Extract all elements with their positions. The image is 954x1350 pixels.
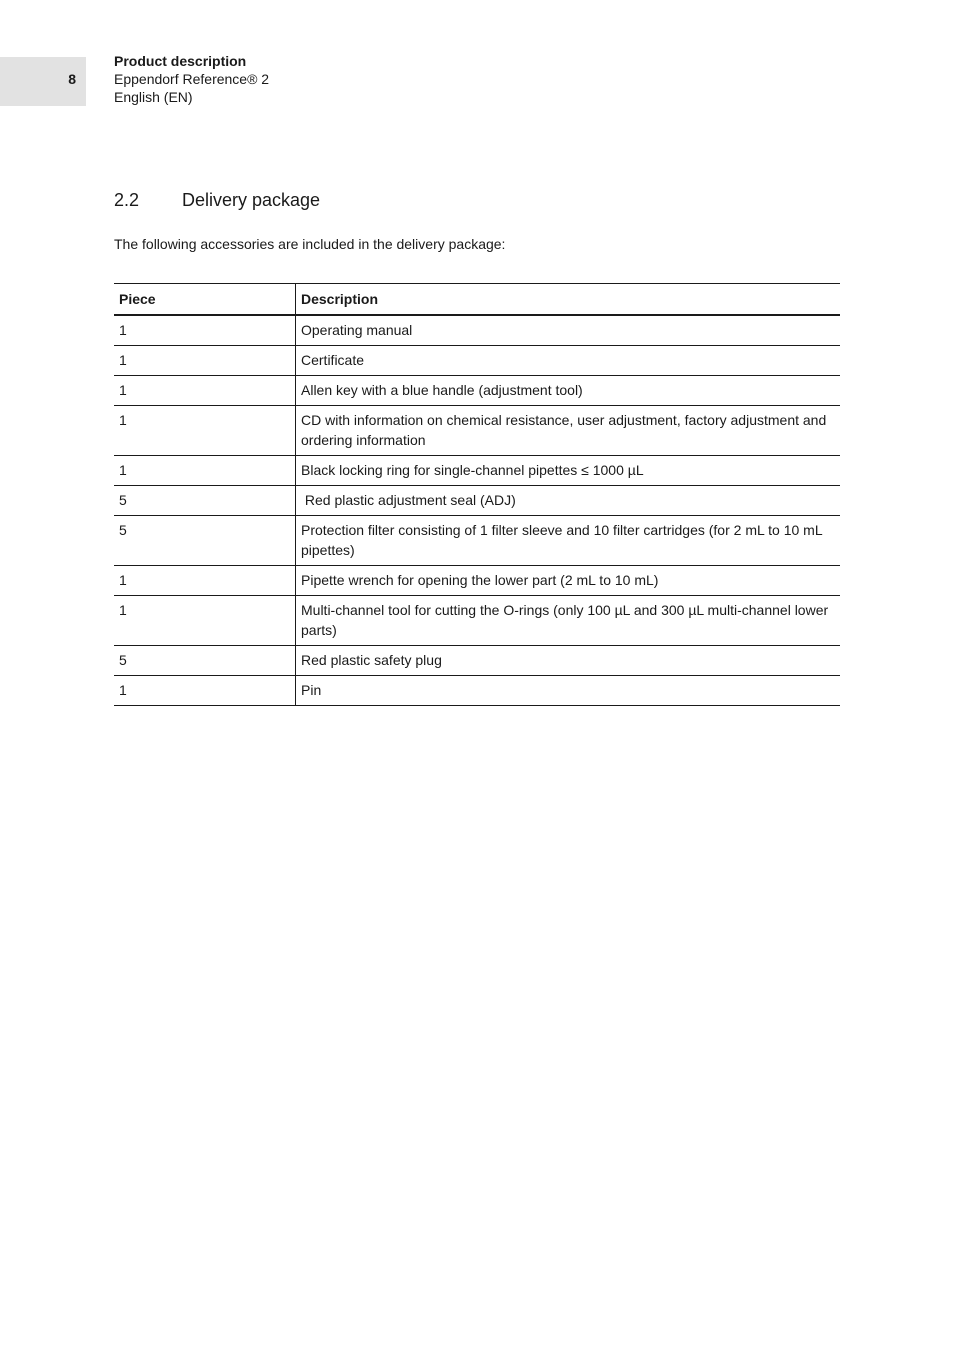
- piece-cell: 1: [114, 315, 296, 346]
- table-row: [114, 406, 840, 456]
- column-header-piece: Piece: [114, 284, 296, 316]
- description-cell: CD with information on chemical resistance, user adjustment, factory adjustment and ordering information: [296, 406, 841, 456]
- piece-cell: 5: [114, 646, 296, 676]
- piece-cell: 1: [114, 566, 296, 596]
- description-cell: Certificate: [296, 346, 841, 376]
- description-cell: Allen key with a blue handle (adjustment tool): [296, 376, 841, 406]
- section-number: 2.2: [114, 190, 140, 210]
- description-cell: Black locking ring for single-channel pipettes ≤ 1000 µL: [296, 456, 841, 486]
- piece-cell: 1: [114, 456, 296, 486]
- piece-cell: 5: [114, 516, 296, 566]
- table-row: [114, 315, 840, 346]
- table-row: [114, 456, 840, 486]
- piece-cell: 1: [114, 406, 296, 456]
- table-header-row: [114, 284, 840, 316]
- chapter-title: Product description: [114, 53, 247, 69]
- intro-paragraph: The following accessories are included in the delivery package:: [114, 236, 506, 252]
- description-cell: Multi-channel tool for cutting the O-rings (only 100 µL and 300 µL multi-channel lower parts): [296, 596, 841, 646]
- table-row: [114, 646, 840, 676]
- description-cell: Protection filter consisting of 1 filter sleeve and 10 filter cartridges (for 2 mL to 10 mL pipettes): [296, 516, 841, 566]
- page-number: 8: [68, 71, 76, 87]
- description-cell: Operating manual: [296, 315, 841, 346]
- table-row: [114, 566, 840, 596]
- table-row: [114, 596, 840, 646]
- product-name: Eppendorf Reference® 2: [114, 71, 270, 87]
- description-cell: Pin: [296, 676, 841, 706]
- description-cell: Red plastic safety plug: [296, 646, 841, 676]
- table-row: [114, 486, 840, 516]
- piece-cell: 1: [114, 676, 296, 706]
- section-heading: [114, 190, 320, 211]
- column-header-description: Description: [296, 284, 841, 316]
- table-row: [114, 346, 840, 376]
- description-cell: Red plastic adjustment seal (ADJ): [296, 486, 841, 516]
- delivery-package-table: [114, 283, 840, 706]
- table-row: [114, 676, 840, 706]
- piece-cell: 1: [114, 376, 296, 406]
- description-cell: Pipette wrench for opening the lower part (2 mL to 10 mL): [296, 566, 841, 596]
- piece-cell: 1: [114, 346, 296, 376]
- piece-cell: 5: [114, 486, 296, 516]
- language-label: English (EN): [114, 89, 193, 105]
- piece-cell: 1: [114, 596, 296, 646]
- section-title: Delivery package: [182, 190, 321, 210]
- running-header: [114, 52, 269, 106]
- page-tab: [0, 57, 86, 106]
- table-row: [114, 516, 840, 566]
- table-row: [114, 376, 840, 406]
